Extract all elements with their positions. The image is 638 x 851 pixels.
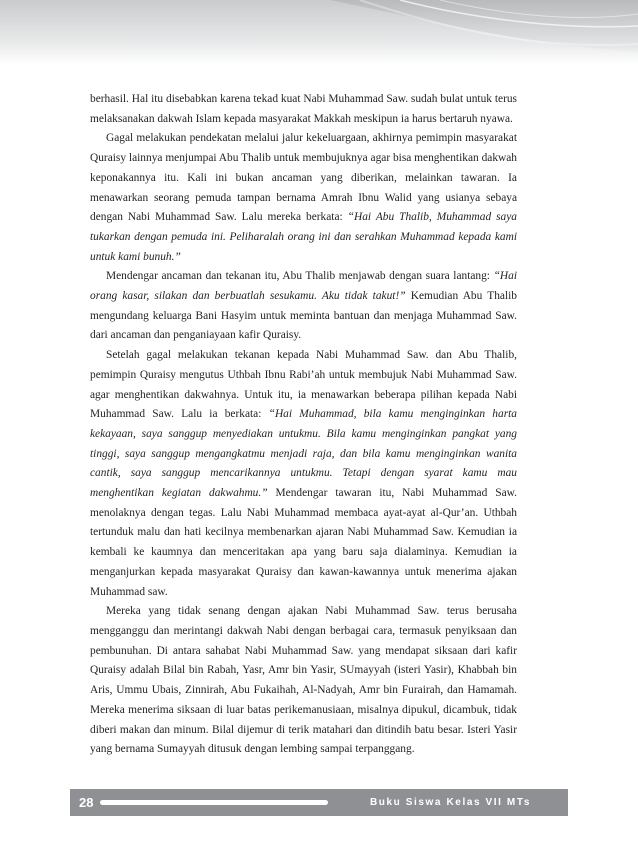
header-decoration: [0, 0, 638, 64]
paragraph: [90, 602, 517, 760]
quote-text: “Hai Abu Thalib, Muhammad saya tukarkan dengan pemuda ini. Peliharalah orang ini dan serahkan Muhammad kepada kami untuk kami bunuh.”: [90, 211, 517, 263]
book-title: Buku Siswa Kelas VII MTs: [369, 797, 531, 808]
paragraph: [90, 90, 517, 129]
paragraph: [90, 346, 517, 602]
paragraph-text: Gagal melakukan pendekatan melalui jalur kekeluargaan, akhirnya pemimpin masyarakat Quraisy lainnya menjumpai Abu Thalib untuk membujuknya agar bisa menghentikan dakwah keponakannya itu. Kali ini bukan ancaman yang diberikan, melainkan tawaran. Ia menawarkan seorang pemuda tampan bernama Amrah Ibnu Walid yang usianya sebaya dengan Nabi Muhammad Saw. Lalu mereka berkata:: [90, 132, 517, 224]
paragraph-text: Mendengar ancaman dan tekanan itu, Abu Thalib menjawab dengan suara lantang:: [106, 270, 494, 283]
paragraph-text: Setelah gagal melakukan tekanan kepada Nabi Muhammad Saw. dan Abu Thalib, pemimpin Quraisy mengutus Uthbah Ibnu Rabi’ah untuk membujuk Nabi Muhammad Saw. agar menghentikan dakwahnya. Untuk itu, ia menawarkan beberapa pilihan kepada Nabi Muhammad Saw. Lalu ia berkata:: [90, 349, 517, 421]
quote-text: “Hai orang kasar, silakan dan berbuatlah sesukamu. Aku tidak takut!”: [90, 270, 517, 303]
body-text: [90, 90, 517, 760]
quote-text: “Hai Muhammad, bila kamu menginginkan harta kekayaan, saya sanggup menyediakan untukmu. Bila kamu menginginkan pangkat yang tinggi, saya sanggup mengangkatmu menjadi raja, dan bila kamu menginginkan wanita cantik, saya sanggup mencarikannya untukmu. Tetapi dengan syarat kamu mau menghentikan kegiatan dakwahmu.”: [90, 408, 517, 500]
header-swoosh-graphic: [0, 0, 638, 64]
paragraph: [90, 267, 517, 346]
paragraph-text: Kemudian Abu Thalib mengundang keluarga Bani Hasyim untuk meminta bantuan dan menjaga Muhammad Saw. dari ancaman dan penganiayaan kafir Quraisy.: [90, 290, 517, 342]
paragraph-text: Mendengar tawaran itu, Nabi Muhammad Saw. menolaknya dengan tegas. Lalu Nabi Muhammad membaca ayat-ayat al-Qur’an. Uthbah tertunduk malu dan hati kecilnya membenarkan ajaran Nabi Muhammad Saw. Kemudian ia kembali ke kaumnya dan menceritakan apa yang baru saja dialaminya. Kemudian ia menganjurkan kepada masyarakat Quraisy dan kawan-kawannya untuk menerima ajakan Muhammad saw.: [90, 487, 517, 598]
paragraph-text: berhasil. Hal itu disebabkan karena tekad kuat Nabi Muhammad Saw. sudah bulat untuk terus melaksanakan dakwah Islam kepada masyarakat Makkah meskipun ia harus bertaruh nyawa.: [90, 93, 517, 125]
page-number: 28: [79, 795, 94, 810]
footer-divider-line: [100, 800, 328, 805]
paragraph-text: Mereka yang tidak senang dengan ajakan Nabi Muhammad Saw. terus berusaha mengganggu dan merintangi dakwah Nabi dengan berbagai cara, termasuk penyiksaan dan pembunuhan. Di antara sahabat Nabi Muhammad Saw. yang mendapat siksaan dari kafir Quraisy adalah Bilal bin Rabah, Yasr, Amr bin Yasir, SUmayyah (isteri Yasir), Khabbah bin Aris, Ummu Ubais, Zinnirah, Abu Fukaihah, Al-Nadyah, Amr bin Furairah, dan Hamamah. Mereka menerima siksaan di luar batas perikemanusiaan, misalnya dipukul, dicambuk, tidak diberi makan dan minum. Bilal dijemur di terik matahari dan ditindih batu besar. Isteri Yasir yang bernama Sumayyah ditusuk dengan lembing sampai terpanggang.: [90, 605, 517, 756]
paragraph: [90, 129, 517, 267]
